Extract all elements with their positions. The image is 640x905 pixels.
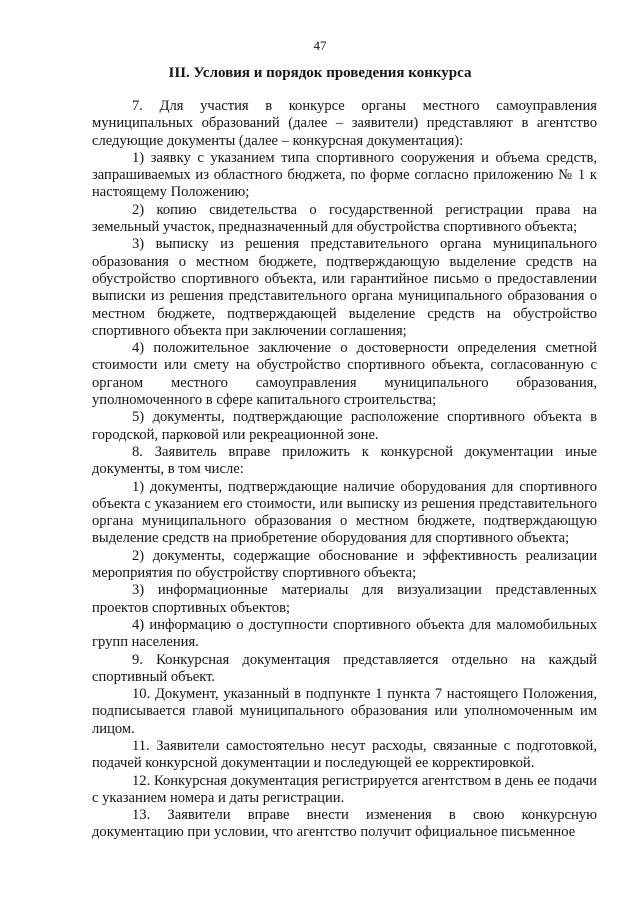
paragraph-7-5: 5) документы, подтверждающие расположение спортивного объекта в городской, парковой или рекреационной зоне.: [92, 409, 597, 443]
paragraph-7: 7. Для участия в конкурсе органы местного самоуправления муниципальных образований (далее – заявители) представляют в агентство следующие документы (далее – конкурсная документация):: [92, 98, 597, 149]
paragraph-11: 11. Заявители самостоятельно несут расходы, связанные с подготовкой, подачей конкурсной документации и последующей ее корректировкой.: [92, 737, 597, 772]
body-text: [92, 98, 597, 842]
paragraph-8-3: 3) информационные материалы для визуализации представленных проектов спортивных объектов;: [92, 582, 597, 616]
paragraph-8-1: 1) документы, подтверждающие наличие оборудования для спортивного объекта с указанием его стоимости, или выписку из решения представительного органа муниципального образования о местном бюджете, подтверждающую выделение средств на приобретение оборудования для спортивного объекта;: [92, 478, 597, 547]
paragraph-7-4: 4) положительное заключение о достоверности определения сметной стоимости или смету на обустройство спортивного объекта, согласованную с органом местного самоуправления муниципального образования, уполномоченного в сфере капитального строительства;: [92, 340, 597, 409]
paragraph-13: 13. Заявители вправе внести изменения в свою конкурсную документацию при условии, что агентство получит официальное письменное: [92, 807, 597, 841]
paragraph-7-2: 2) копию свидетельства о государственной регистрации права на земельный участок, предназначенный для обустройства спортивного объекта;: [92, 201, 597, 236]
paragraph-9: 9. Конкурсная документация представляется отдельно на каждый спортивный объект.: [92, 651, 597, 685]
paragraph-8-2: 2) документы, содержащие обоснование и эффективность реализации мероприятия по обустройству спортивного объекта;: [92, 547, 597, 582]
paragraph-12: 12. Конкурсная документация регистрируется агентством в день ее подачи с указанием номера и даты регистрации.: [92, 772, 597, 806]
paragraph-10: 10. Документ, указанный в подпункте 1 пункта 7 настоящего Положения, подписывается главой муниципального образования или уполномоченным им лицом.: [92, 686, 597, 737]
section-title: III. Условия и порядок проведения конкурса: [168, 65, 472, 81]
paragraph-7-3: 3) выписку из решения представительного органа муниципального образования о местном бюджете, подтверждающую выделение средств на обустройство спортивного объекта, или гарантийное письмо о предоставлении выписки из решения представительного органа муниципального образования о местном бюджете, подтверждающей выделение средств на обустройство спортивного объекта при заключении соглашения;: [92, 236, 597, 339]
paragraph-7-1: 1) заявку с указанием типа спортивного сооружения и объема средств, запрашиваемых из областного бюджета, по форме согласно приложению № 1 к настоящему Положению;: [92, 149, 597, 201]
paragraph-8: 8. Заявитель вправе приложить к конкурсной документации иные документы, в том числе:: [92, 443, 597, 478]
page-number: 47: [313, 38, 327, 53]
paragraph-8-4: 4) информацию о доступности спортивного объекта для маломобильных групп населения.: [92, 616, 597, 651]
